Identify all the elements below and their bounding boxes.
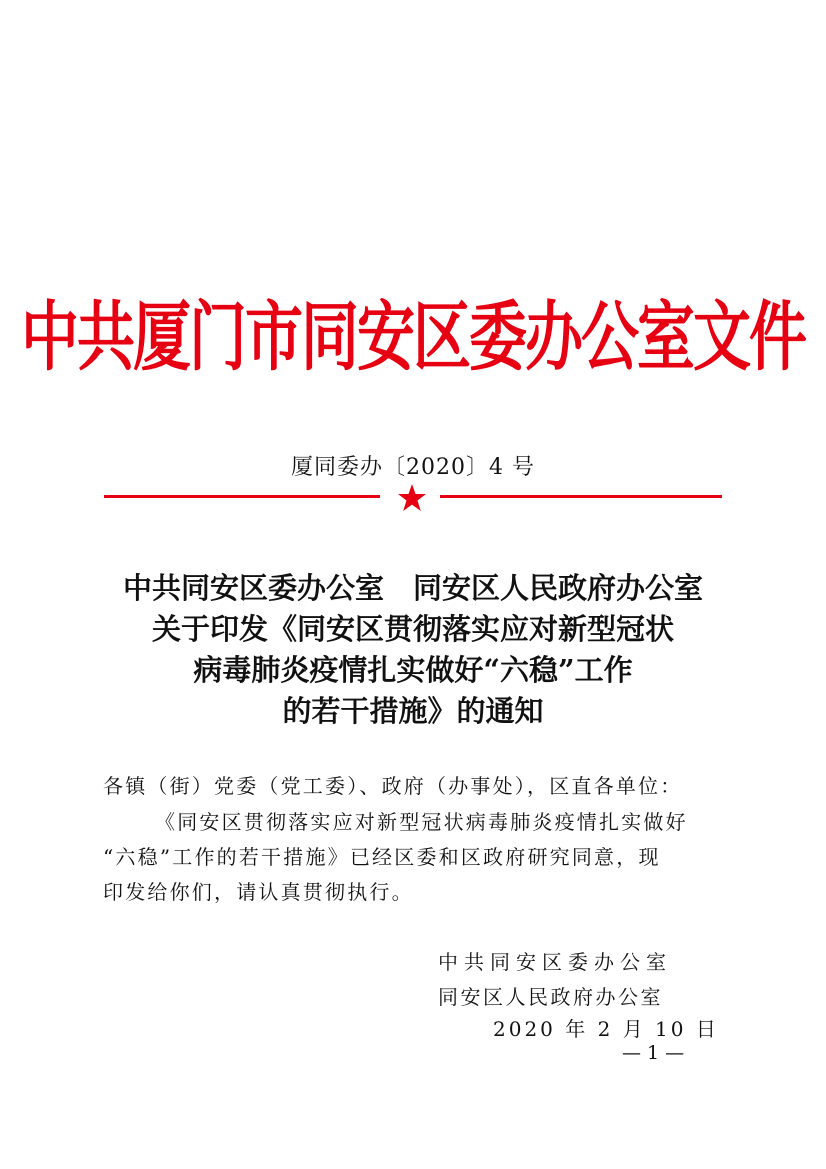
signature-date: 2020 年 2 月 10 日	[493, 1017, 719, 1041]
addressee-line: 各镇（街）党委（党工委）、政府（办事处），区直各单位：	[103, 774, 683, 798]
red-divider-right	[440, 495, 722, 498]
notice-title-line: 病毒肺炎疫情扎实做好“六稳”工作	[193, 653, 633, 687]
document-number: 厦同委办〔2020〕4 号	[291, 455, 535, 480]
page-number: — 1 —	[622, 1042, 685, 1064]
notice-title-line: 中共同安区委办公室 同安区人民政府办公室	[122, 571, 703, 605]
body-paragraph	[103, 805, 733, 910]
paragraph-line: “六稳”工作的若干措施》已经区委和区政府研究同意，现	[103, 845, 661, 869]
red-divider-left	[104, 495, 380, 498]
notice-title-line: 的若干措施》的通知	[282, 694, 544, 728]
signature-org-2: 同安区人民政府办公室	[438, 985, 663, 1009]
notice-title-line: 关于印发《同安区贯彻落实应对新型冠状	[151, 612, 674, 646]
paragraph-line: 印发给你们，请认真贯彻执行。	[103, 880, 414, 904]
star-shape	[398, 484, 426, 511]
paragraph-line: 《同安区贯彻落实应对新型冠状病毒肺炎疫情扎实做好	[155, 810, 688, 834]
star-icon	[396, 482, 428, 514]
signature-org-1: 中共同安区委办公室	[438, 950, 672, 974]
document-header-title: 中共厦门市同安区委办公室文件	[20, 292, 805, 382]
notice-title	[0, 568, 826, 732]
